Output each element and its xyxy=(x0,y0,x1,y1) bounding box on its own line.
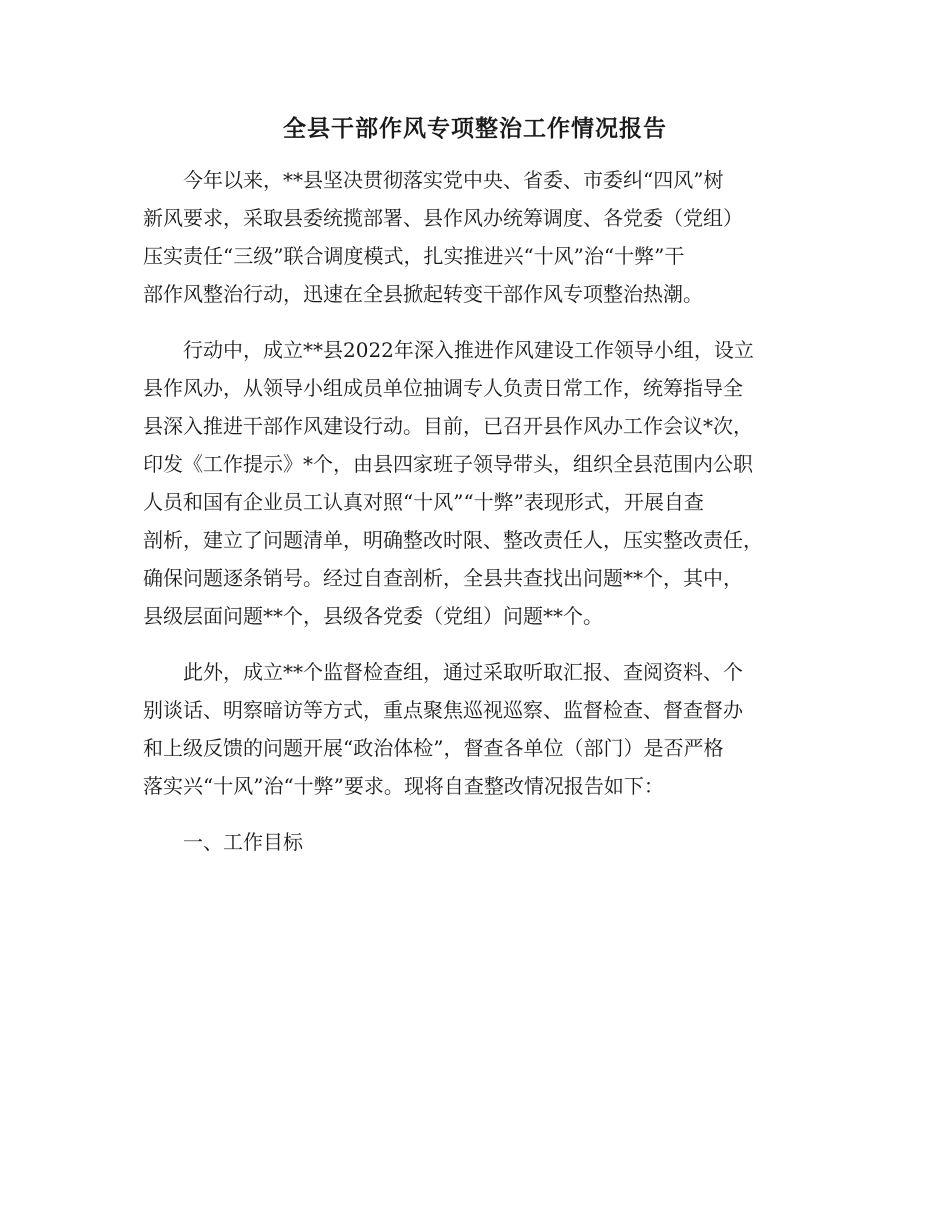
paragraph-2-line-2: 县作风办，从领导小组成员单位抽调专人负责日常工作，统筹指导全 xyxy=(143,376,743,400)
section-heading: 一、工作目标 xyxy=(183,830,303,854)
paragraph-1-line-2: 新风要求，采取县委统揽部署、县作风办统筹调度、各党委（党组） xyxy=(143,206,743,230)
paragraph-3-line-4: 落实兴“十风”治“十弊”要求。现将自查整改情况报告如下： xyxy=(143,774,664,798)
paragraph-2 xyxy=(143,331,811,635)
paragraph-2-line-8: 县级层面问题**个，县级各党委（党组）问题**个。 xyxy=(143,604,603,628)
paragraph-3-line-2: 别谈话、明察暗访等方式，重点聚焦巡视巡察、监督检查、督查督办 xyxy=(143,698,743,722)
document-body xyxy=(143,161,811,861)
paragraph-2-line-7: 确保问题逐条销号。经过自查剖析，全县共查找出问题**个，其中， xyxy=(143,566,743,590)
paragraph-1-line-4: 部作风整治行动，迅速在全县掀起转变干部作风专项整治热潮。 xyxy=(143,282,703,306)
paragraph-1 xyxy=(143,161,811,313)
paragraph-1-line-3: 压实责任“三级”联合调度模式，扎实推进兴“十风”治“十弊”干 xyxy=(143,244,685,268)
paragraph-2-line-3: 县深入推进干部作风建设行动。目前，已召开县作风办工作会议*次， xyxy=(143,414,753,438)
paragraph-2-line-5: 人员和国有企业员工认真对照“十风”“十弊”表现形式，开展自查 xyxy=(143,490,704,514)
paragraph-1-line-1: 今年以来，**县坚决贯彻落实党中央、省委、市委纠“四风”树 xyxy=(183,168,724,192)
paragraph-2-line-6: 剖析，建立了问题清单，明确整改时限、整改责任人，压实整改责任， xyxy=(143,528,763,552)
paragraph-2-line-1: 行动中，成立**县2022年深入推进作风建设工作领导小组，设立 xyxy=(183,338,754,362)
paragraph-2-line-4: 印发《工作提示》*个，由县四家班子领导带头，组织全县范围内公职 xyxy=(143,452,753,476)
paragraph-3-line-3: 和上级反馈的问题开展“政治体检”，督查各单位（部门）是否严格 xyxy=(143,736,724,760)
document-title: 全县干部作风专项整治工作情况报告 xyxy=(283,115,667,142)
paragraph-3-line-1: 此外，成立**个监督检查组，通过采取听取汇报、查阅资料、个 xyxy=(183,660,743,684)
paragraph-3 xyxy=(143,653,811,805)
